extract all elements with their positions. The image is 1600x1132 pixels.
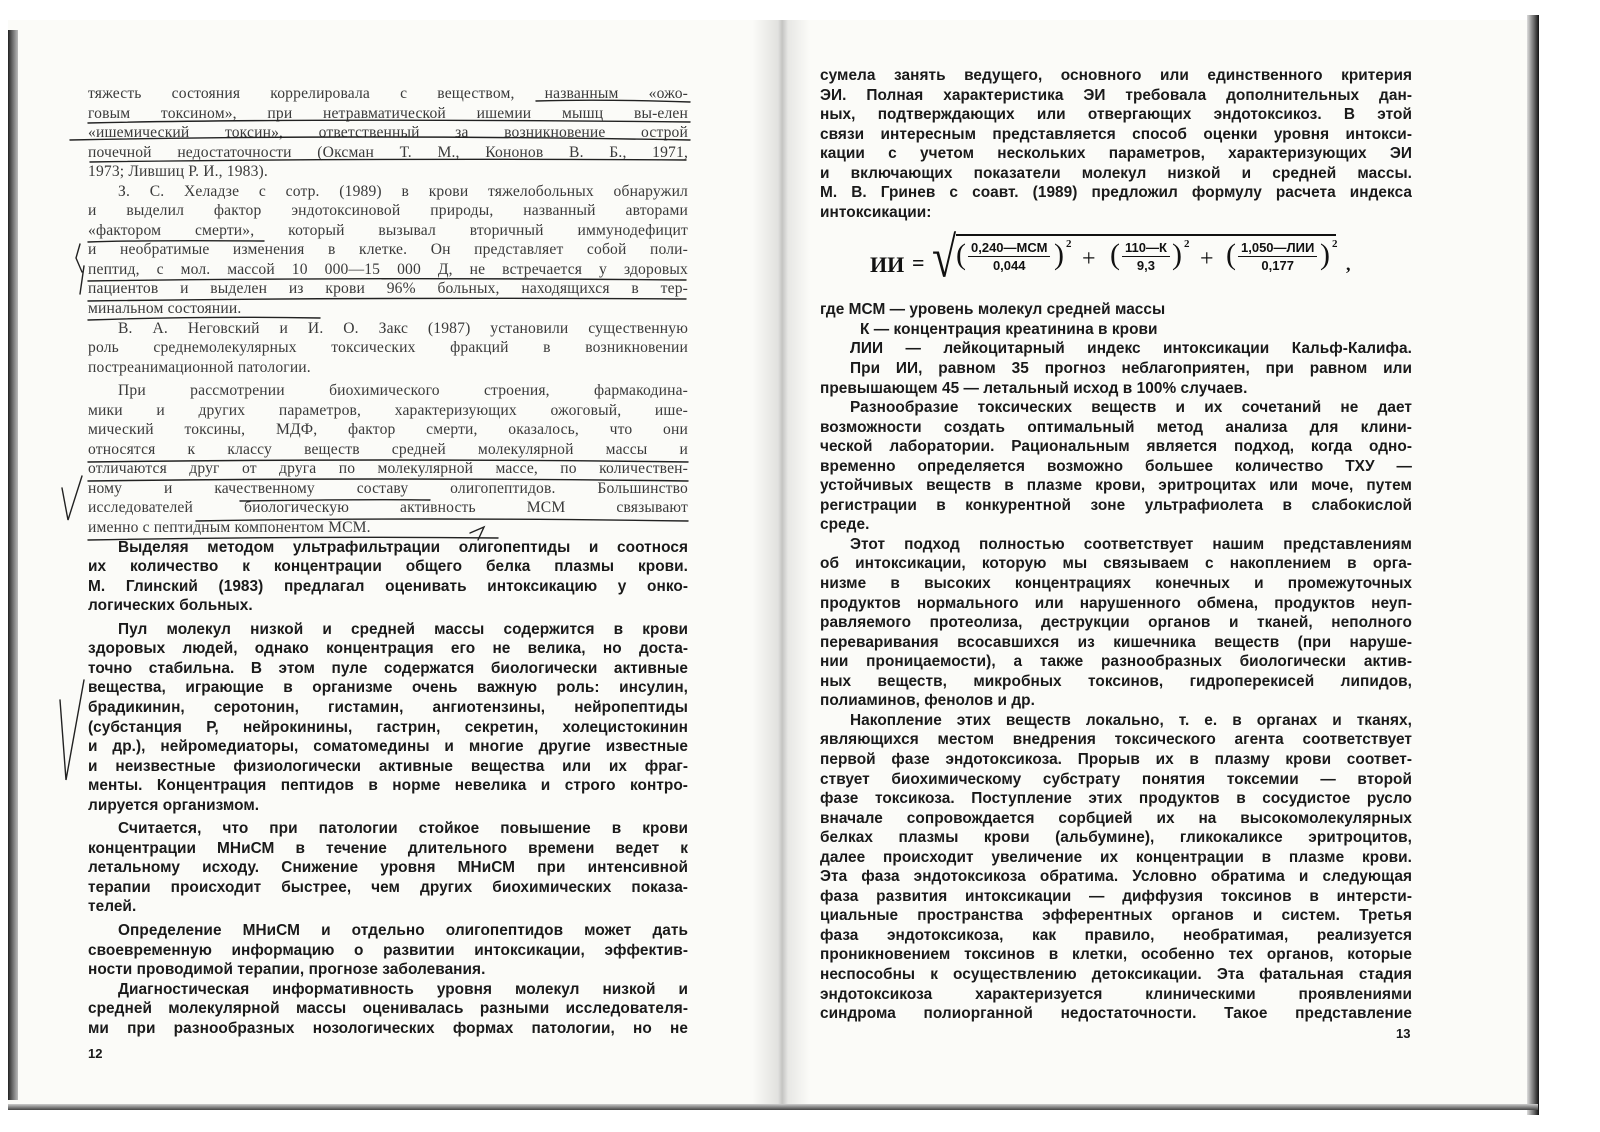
text-line: ЛИИ — лейкоцитарный индекс интоксикации Кальф-Калифа.: [850, 340, 1412, 358]
text-line: логических больных.: [88, 597, 253, 615]
text-line: исследователей биологическую активность МСМ связывают: [88, 499, 688, 517]
text-line: переваривания всосавшихся из кишечника веществ (при наруше-: [820, 633, 1412, 651]
text-line: регистрации в конкурентной зоне ультрафиолета в слабокислой: [820, 496, 1412, 514]
text-line: минальном состоянии.: [88, 300, 242, 318]
sqrt-icon: √: [932, 226, 957, 290]
paren-close: ): [1320, 238, 1330, 272]
text-line: полиаминов, фенолов и др.: [820, 692, 1035, 710]
fraction-mcm-denominator: 0,044: [992, 258, 1026, 274]
text-line: их количество к концентрации общего белка плазмы крови.: [88, 558, 688, 576]
paren-close: ): [1172, 238, 1182, 272]
text-line: При рассмотрении биохимического строения, фармакодина-: [118, 382, 688, 400]
right-page: [820, 66, 1412, 1024]
text-line: ности проводимой терапии, прогнозе заболевания.: [88, 961, 486, 979]
plus-sign: +: [1200, 246, 1214, 273]
fraction-k-numerator: 110—К: [1122, 240, 1170, 257]
page-number-right: 13: [1396, 1026, 1411, 1041]
text-line: фаза развития интоксикации — диффузия токсинов в интерсти-: [820, 887, 1412, 905]
text-line: В. А. Неговский и И. О. Закс (1987) установили существенную: [118, 319, 688, 337]
text-line: своевременную информацию о развитии интоксикации, эффектив-: [88, 941, 688, 959]
fraction-lii-denominator: 0,177: [1261, 258, 1294, 274]
left-page-text: [88, 84, 688, 1038]
text-line: нии проницаемости), а также разнообразных биологически актив-: [820, 653, 1412, 671]
plus-sign: +: [1082, 246, 1096, 273]
text-line: циальные пространства эфферентных органов и систем. Третья: [820, 907, 1412, 925]
fraction-lii-numerator: 1,050—ЛИИ: [1238, 240, 1317, 257]
text-line: связи интересным представляется способ оценки уровня интокси-: [820, 125, 1412, 143]
fraction-k-denominator: 9,3: [1136, 258, 1155, 274]
formula-comma: ,: [1346, 254, 1351, 275]
text-line: говым токсином», при нетравматической ишемии мышц вы-елен: [88, 104, 688, 122]
text-line: белках плазмы крови (альбумине), гликокаликсе эритроцитов,: [820, 829, 1412, 847]
right-page-text-bottom: [820, 300, 1412, 1023]
text-line: где МСМ — уровень молекул средней массы: [820, 301, 1166, 319]
text-line: кации с учетом нескольких параметров, характеризующих ЭИ: [820, 145, 1412, 163]
text-line: продуктов нормального или нарушенного обмена, продуктов неуп-: [820, 594, 1412, 612]
text-line: лируется организмом.: [88, 796, 260, 814]
page-edge-left: [8, 30, 18, 1100]
text-line: возможности создать оптимальный метод анализа для клини-: [820, 418, 1412, 436]
text-line: устойчивых веществ в плазме крови, эритроцитах или моче, путем: [820, 477, 1412, 495]
text-line: эндотоксикоза характеризуется клиническими проявлениями: [820, 985, 1412, 1003]
text-line: концентрации МНиСМ в течение длительного времени ведет к: [88, 839, 688, 857]
formula-equals: =: [912, 250, 925, 276]
text-line: превышающем 45 — летальный исход в 100% случаев.: [820, 379, 1248, 397]
text-line: летальному исходу. Снижение уровня МНиСМ при интенсивной: [88, 859, 688, 877]
text-line: временно определяется возможно большее количество ТХУ —: [820, 457, 1412, 475]
text-line: проникновением токсинов в клетки, особенно тех органов, которые: [820, 946, 1412, 964]
fraction-k: [1122, 240, 1170, 273]
text-line: пептид, с мол. массой 10 000—15 000 Д, не встречается у здоровых: [88, 260, 688, 278]
text-line: пациентов и выделен из крови 96% больных, находящихся в тер-: [88, 280, 688, 298]
text-line: точно стабильна. В этом пуле содержатся биологически активные: [88, 659, 688, 677]
intoxication-index-formula: [820, 226, 1412, 300]
fraction-mcm-numerator: 0,240—МСМ: [968, 240, 1050, 257]
radical-bar: [956, 234, 1336, 236]
formula-lhs: ИИ: [870, 252, 905, 278]
text-line: об интоксикации, которую мы связываем с накоплением в орга-: [820, 555, 1412, 573]
text-line: постреанимационной патологии.: [88, 358, 311, 376]
text-line: телей.: [88, 898, 137, 916]
exponent: 2: [1066, 238, 1072, 251]
book-gutter: [752, 20, 810, 1110]
text-line: именно с пептидным компонентом МСМ.: [88, 519, 371, 537]
text-line: менты. Концентрация пептидов в норме невелика и строго контро-: [88, 777, 688, 795]
text-line: равляемого протеолиза, деструкции органов и тканей, неполного: [820, 614, 1412, 632]
text-line: неспособны к осуществлению детоксикации. Эта фатальная стадия: [820, 965, 1412, 983]
text-line: «ишемический токсин», ответственный за возникновение острой: [88, 124, 688, 142]
text-line: При ИИ, равном 35 прогноз неблагоприятен, при равном или: [850, 360, 1412, 378]
text-line: Диагностическая информативность уровня молекул низкой и: [118, 980, 688, 998]
left-page: [88, 84, 688, 1038]
text-line: фазе токсикоза. Поступление этих продуктов в сосудистое русло: [820, 790, 1412, 808]
text-line: Разнообразие токсических веществ и их сочетаний не дает: [850, 399, 1412, 417]
text-line: терапии происходит быстрее, чем других биохимических показа-: [88, 878, 688, 896]
text-line: низме в высоких концентрациях конечных и промежуточных: [820, 575, 1412, 593]
text-line: ческой лаборатории. Рациональным является подход, когда одно-: [820, 438, 1412, 456]
text-line: вначале сопровождается сорбцией их на высокомолекулярных: [820, 809, 1412, 827]
text-line: средней молекулярной массы оценивалась разными исследователя-: [88, 1000, 688, 1018]
text-line: почечной недостаточности (Оксман Т. М., Кононов В. Б., 1971,: [88, 143, 688, 161]
exponent: 2: [1184, 238, 1190, 251]
text-line: первой фазе эндотоксикоза. Прорыв их в плазму крови соответ-: [820, 750, 1412, 768]
text-line: и неизвестные физиологически активные вещества или их фраг-: [88, 757, 688, 775]
fraction-lii: [1238, 240, 1317, 273]
paren-open: (: [956, 238, 966, 272]
text-line: вещества, играющие в организме очень важную роль: инсулин,: [88, 679, 688, 697]
text-line: брадикинин, серотонин, гистамин, ангиотензины, нейропептиды: [88, 698, 688, 716]
text-line: Считается, что при патологии стойкое повышение в крови: [118, 820, 688, 838]
text-line: отличаются друг от друга по молекулярной массе, по количествен-: [88, 460, 688, 478]
text-line: и др.), нейромедиаторы, соматомедины и многие другие известные: [88, 738, 688, 756]
text-line: 1973; Лившиц Р. И., 1983).: [88, 163, 268, 181]
text-line: относятся к классу веществ средней молекулярной массы и: [88, 440, 688, 458]
text-line: Выделяя методом ультрафильтрации олигопептиды и соотнося: [118, 538, 688, 556]
fraction-mcm: [968, 240, 1050, 273]
text-line: К — концентрация креатинина в крови: [860, 320, 1158, 338]
text-line: и включающих показатели молекул низкой и средней массы.: [820, 164, 1412, 182]
text-line: синдрома полиорганной недостаточности. Такое представление: [820, 1005, 1412, 1023]
text-line: ствует биохимическому субстрату понятия токсемии — второй: [820, 770, 1412, 788]
paren-open: (: [1110, 238, 1120, 272]
text-line: здоровых людей, однако концентрация его не велика, но доста-: [88, 640, 688, 658]
text-line: ных, подтверждающих или отвергающих эндотоксикоз. В этой: [820, 106, 1412, 124]
paren-close: ): [1054, 238, 1064, 272]
text-line: М. Глинский (1983) предлагал оценивать интоксикацию у онко-: [88, 577, 688, 595]
text-line: Пул молекул низкой и средней массы содержится в крови: [118, 620, 688, 638]
text-line: ми при разнообразных нозологических формах патологии, но не: [88, 1019, 688, 1037]
text-line: Накопление этих веществ локально, т. е. в органах и тканях,: [850, 711, 1412, 729]
text-line: (субстанция Р, нейрокинины, гастрин, секретин, холецистокинин: [88, 718, 688, 736]
text-line: ных веществ, микробных токсинов, гидроперекисей липидов,: [820, 672, 1412, 690]
right-page-text-top: [820, 66, 1412, 222]
text-line: ЭИ. Полная характеристика ЭИ требовала дополнительных дан-: [820, 86, 1412, 104]
page-edge-bottom: [8, 1104, 1538, 1110]
page-edge-right: [1527, 15, 1539, 1115]
text-line: мический токсины, МДФ, фактор смерти, оказалось, что они: [88, 421, 688, 439]
page-number-left: 12: [88, 1046, 103, 1061]
text-line: далее происходит увеличение их концентрации в плазме крови.: [820, 848, 1412, 866]
paren-open: (: [1226, 238, 1236, 272]
text-line: интоксикации:: [820, 203, 932, 221]
text-line: мики и других параметров, характеризующих ожоговый, ише-: [88, 401, 688, 419]
text-line: среде.: [820, 516, 870, 534]
exponent: 2: [1332, 238, 1338, 251]
text-line: З. С. Хеладзе с сотр. (1989) в крови тяжелобольных обнаружил: [118, 182, 688, 200]
text-line: «фактором смерти», который вызывал вторичный иммунодефицит: [88, 221, 688, 239]
text-line: Определение МНиСМ и отдельно олигопептидов может дать: [118, 921, 688, 939]
text-line: фаза эндотоксикоза, как правило, необратимая, реализуется: [820, 926, 1412, 944]
text-line: сумела занять ведущего, основного или единственного критерия: [820, 67, 1412, 84]
text-line: Эта фаза эндотоксикоза обратима. Условно обратима и следующая: [820, 868, 1412, 886]
text-line: роль среднемолекулярных токсических фракций в возникновении: [88, 339, 688, 357]
text-line: ному и качественному составу олигопептидов. Большинство: [88, 479, 688, 497]
text-line: Этот подход полностью соответствует нашим представлениям: [850, 535, 1412, 553]
text-line: и необратимые изменения в клетке. Он представляет собой поли-: [88, 241, 688, 259]
text-line: являющихся местом внедрения токсического агента соответствует: [820, 731, 1412, 749]
text-line: тяжесть состояния коррелировала с веществом, названным «ожо-: [88, 85, 688, 102]
text-line: и выделил фактор эндотоксиновой природы, названный авторами: [88, 202, 688, 220]
text-line: М. В. Гринев с соавт. (1989) предложил формулу расчета индекса: [820, 184, 1412, 202]
